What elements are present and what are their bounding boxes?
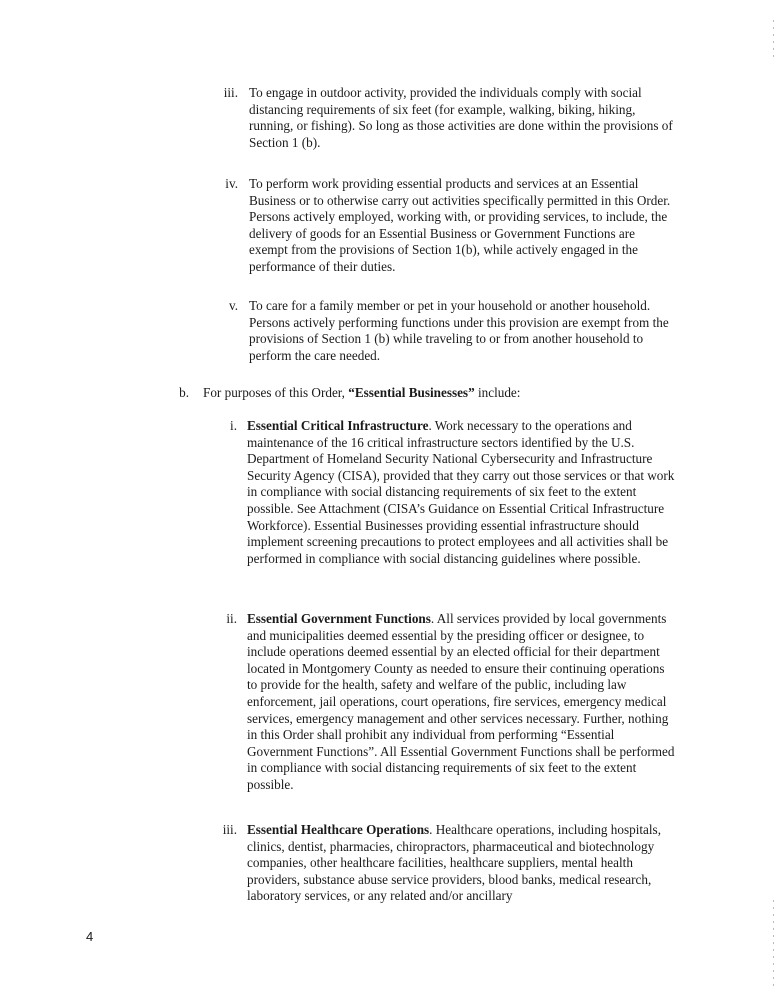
item-heading: Essential Healthcare Operations [247,822,430,837]
item-numeral: iii. [222,822,237,837]
item-heading: Essential Government Functions [247,611,431,626]
item-numeral: i. [230,418,237,433]
page-number: 4 [86,929,94,944]
item-numeral: ii. [226,611,237,626]
item-body: . Healthcare operations, including hospitals, clinics, dentist, pharmacies, chiropractors, pharmaceutical and biotechnology companies, other healthcare facilities, healthcare suppliers, mental health providers, substance abuse service providers, blood banks, medical research, laboratory services, or any related and/or ancillary [247,822,661,904]
item-text [247,611,677,794]
scan-edge-mark [773,900,774,990]
item-numeral: iv. [225,176,238,191]
item-text [247,418,679,567]
item-body: . All services provided by local governments and municipalities deemed essential by the presiding officer or designee, to include operations deemed essential by an elected official for their department located in Montgomery County as needed to ensure their continuing operations to provide for the health, safety and welfare of the public, including law enforcement, jail operations, court operations, fire services, emergency medical services, emergency management and other services necessary. Further, nothing in this Order shall prohibit any individual from performing “Essential Government Functions”. All Essential Government Functions shall be performed in compliance with social distancing requirements of six feet to the extent possible. [247,611,675,792]
item-text [247,822,677,905]
section-b-tail: include: [474,385,521,400]
item-numeral: v. [228,298,238,313]
item-text: To perform work providing essential products and services at an Essential Business or to otherwise carry out activities specifically permitted in this Order. Persons actively employed, working with, or providing services, to include, the delivery of goods for an Essential Business or Government Functions are exempt from the provisions of Section 1(b), while actively engaged in the performance of their duties. [249,176,671,274]
section-b-term: “Essential Businesses” [348,385,475,400]
item-text: To care for a family member or pet in your household or another household. Persons actively performing functions under this provision are exempt from the provisions of Section 1 (b) while traveling to or from another household to perform the care needed. [249,298,669,363]
scan-edge-mark [773,20,774,60]
section-letter: b. [179,385,189,400]
item-text: To engage in outdoor activity, provided the individuals comply with social distancing requirements of six feet (for example, walking, biking, hiking, running, or fishing). So long as those activities are done within the provisions of Section 1 (b). [249,85,673,150]
item-heading: Essential Critical Infrastructure [247,418,429,433]
item-body: . Work necessary to the operations and maintenance of the 16 critical infrastructure sectors identified by the U.S. Department of Homeland Security National Cybersecurity and Infrastructure Security Agency (CISA), provided that they carry out those services or that work in compliance with social distancing requirements of six feet to the extent possible. See Attachment (CISA’s Guidance on Essential Critical Infrastructure Workforce). Essential Businesses providing essential infrastructure should implement screening precautions to protect employees and all activities shall be performed in compliance with social distancing guidelines where possible. [247,418,675,566]
section-b-intro: For purposes of this Order, [203,385,349,400]
section-b-text [203,385,703,402]
item-numeral: iii. [223,85,238,100]
